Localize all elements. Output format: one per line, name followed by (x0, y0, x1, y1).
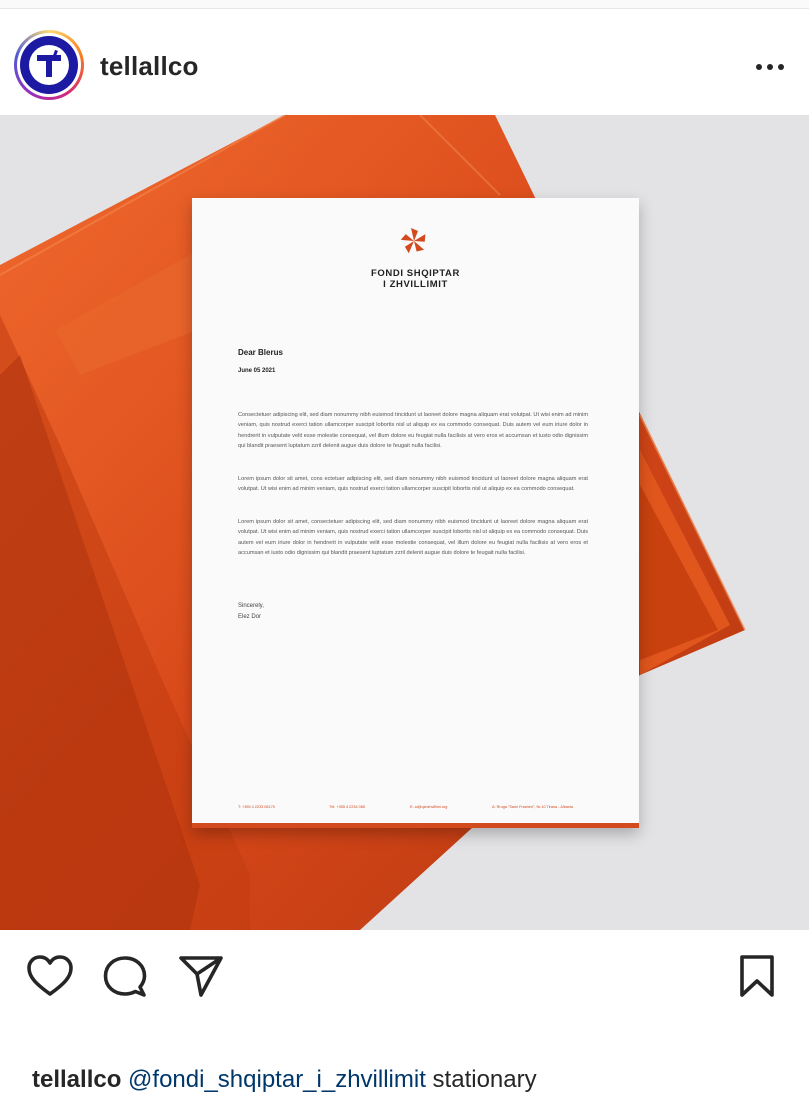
post-caption (32, 1066, 537, 1094)
caption-mention-link[interactable]: @fondi_shqiptar_i_zhvillimit (128, 1066, 426, 1093)
letter-paragraph: Lorem ipsum dolor sit amet, cons ectetuer adipiscing elit, sed diam nonummy nibh euismod tincidunt ut laoreet dolore magna aliquam erat volutpat. Ut wisi enim ad minim veniam, quis nostrud exerci tation ullamcorper suscipit lobortis nisl ut aliquip ex ea commodo consequat. (238, 476, 588, 493)
avatar-story-ring[interactable] (14, 30, 84, 100)
org-name-line1: FONDI SHQIPTAR (371, 268, 460, 279)
footer-tel: Tél: +355 4 2234 085 (329, 805, 365, 809)
caption-text: stationary (425, 1066, 537, 1093)
t-logo-icon (20, 36, 78, 94)
letter-signature: Elez Dor (238, 614, 262, 620)
avatar-frame (17, 33, 81, 97)
avatar[interactable] (20, 36, 78, 94)
more-horizontal-icon[interactable] (748, 55, 792, 81)
letter-paragraph: Lorem ipsum dolor sit amet, consectetuer adipiscing elit, sed diam nonummy nibh euismod tincidunt ut laoreet dolore magna aliquam erat volutpat. Ut wisi enim ad minim veniam, quis nostrud exerci tation ullamcorper suscipit lobortis nisl ut aliquip ex ea commodo consequat. Duis autem vel eum iriure dolor in hendrerit in vulputate velit esse molestie consequat, vel illum dolore eu feugiat nulla facilisis at vero eros et accumsan et iusto odio dignissim qui blandit praesent luptatum zzril delenit augue duis dolore te feugait nulla facilisi. (238, 519, 588, 556)
post-actions-bar (0, 930, 809, 1030)
footer-email: E: ai@qshzhvillimi.org (410, 805, 448, 809)
caption-username[interactable]: tellallco (32, 1066, 122, 1093)
footer-address: A: Rruga "Sami Frasheri", Nr.10 Tirana - Albania (492, 805, 573, 809)
letter-date: June 05 2021 (238, 368, 276, 374)
letter-greeting: Dear Blerus (238, 348, 283, 357)
letter-closing: Sincerely, (238, 603, 264, 609)
comment-icon[interactable] (102, 954, 148, 1000)
heart-icon[interactable] (26, 954, 74, 998)
top-divider (0, 0, 809, 9)
post-header (0, 9, 809, 115)
org-name-line2: I ZHVILLIMIT (383, 279, 448, 290)
letter-paragraph: Consectetuer adipiscing elit, sed diam nonummy nibh euismod tincidunt ut laoreet dolore magna aliquam erat volutpat. Ut wisi enim ad minim veniam, quis nostrud exerci tation ullamcorper suscipit lobortis nisl ut aliquip ex ea commodo consequat. Duis autem vel eum iriure dolor in hendrerit in vulputate velit esse molestie consequat, vel illum dolore eu feugiat nulla facilisis at vero eros et accumsan et iusto odio dignissim qui blandit praesent luptatum zzril delenit augue duis dolore te feugait nulla facilisi. (238, 412, 588, 449)
pinwheel-logo-icon (397, 224, 431, 258)
post-image[interactable] (0, 115, 809, 930)
post-username[interactable]: tellallco (100, 51, 199, 81)
footer-phone: T: +355 4 2233 08170 (238, 805, 275, 809)
send-icon[interactable] (178, 954, 224, 998)
letterhead-paper (192, 198, 639, 828)
bookmark-icon[interactable] (738, 954, 776, 998)
